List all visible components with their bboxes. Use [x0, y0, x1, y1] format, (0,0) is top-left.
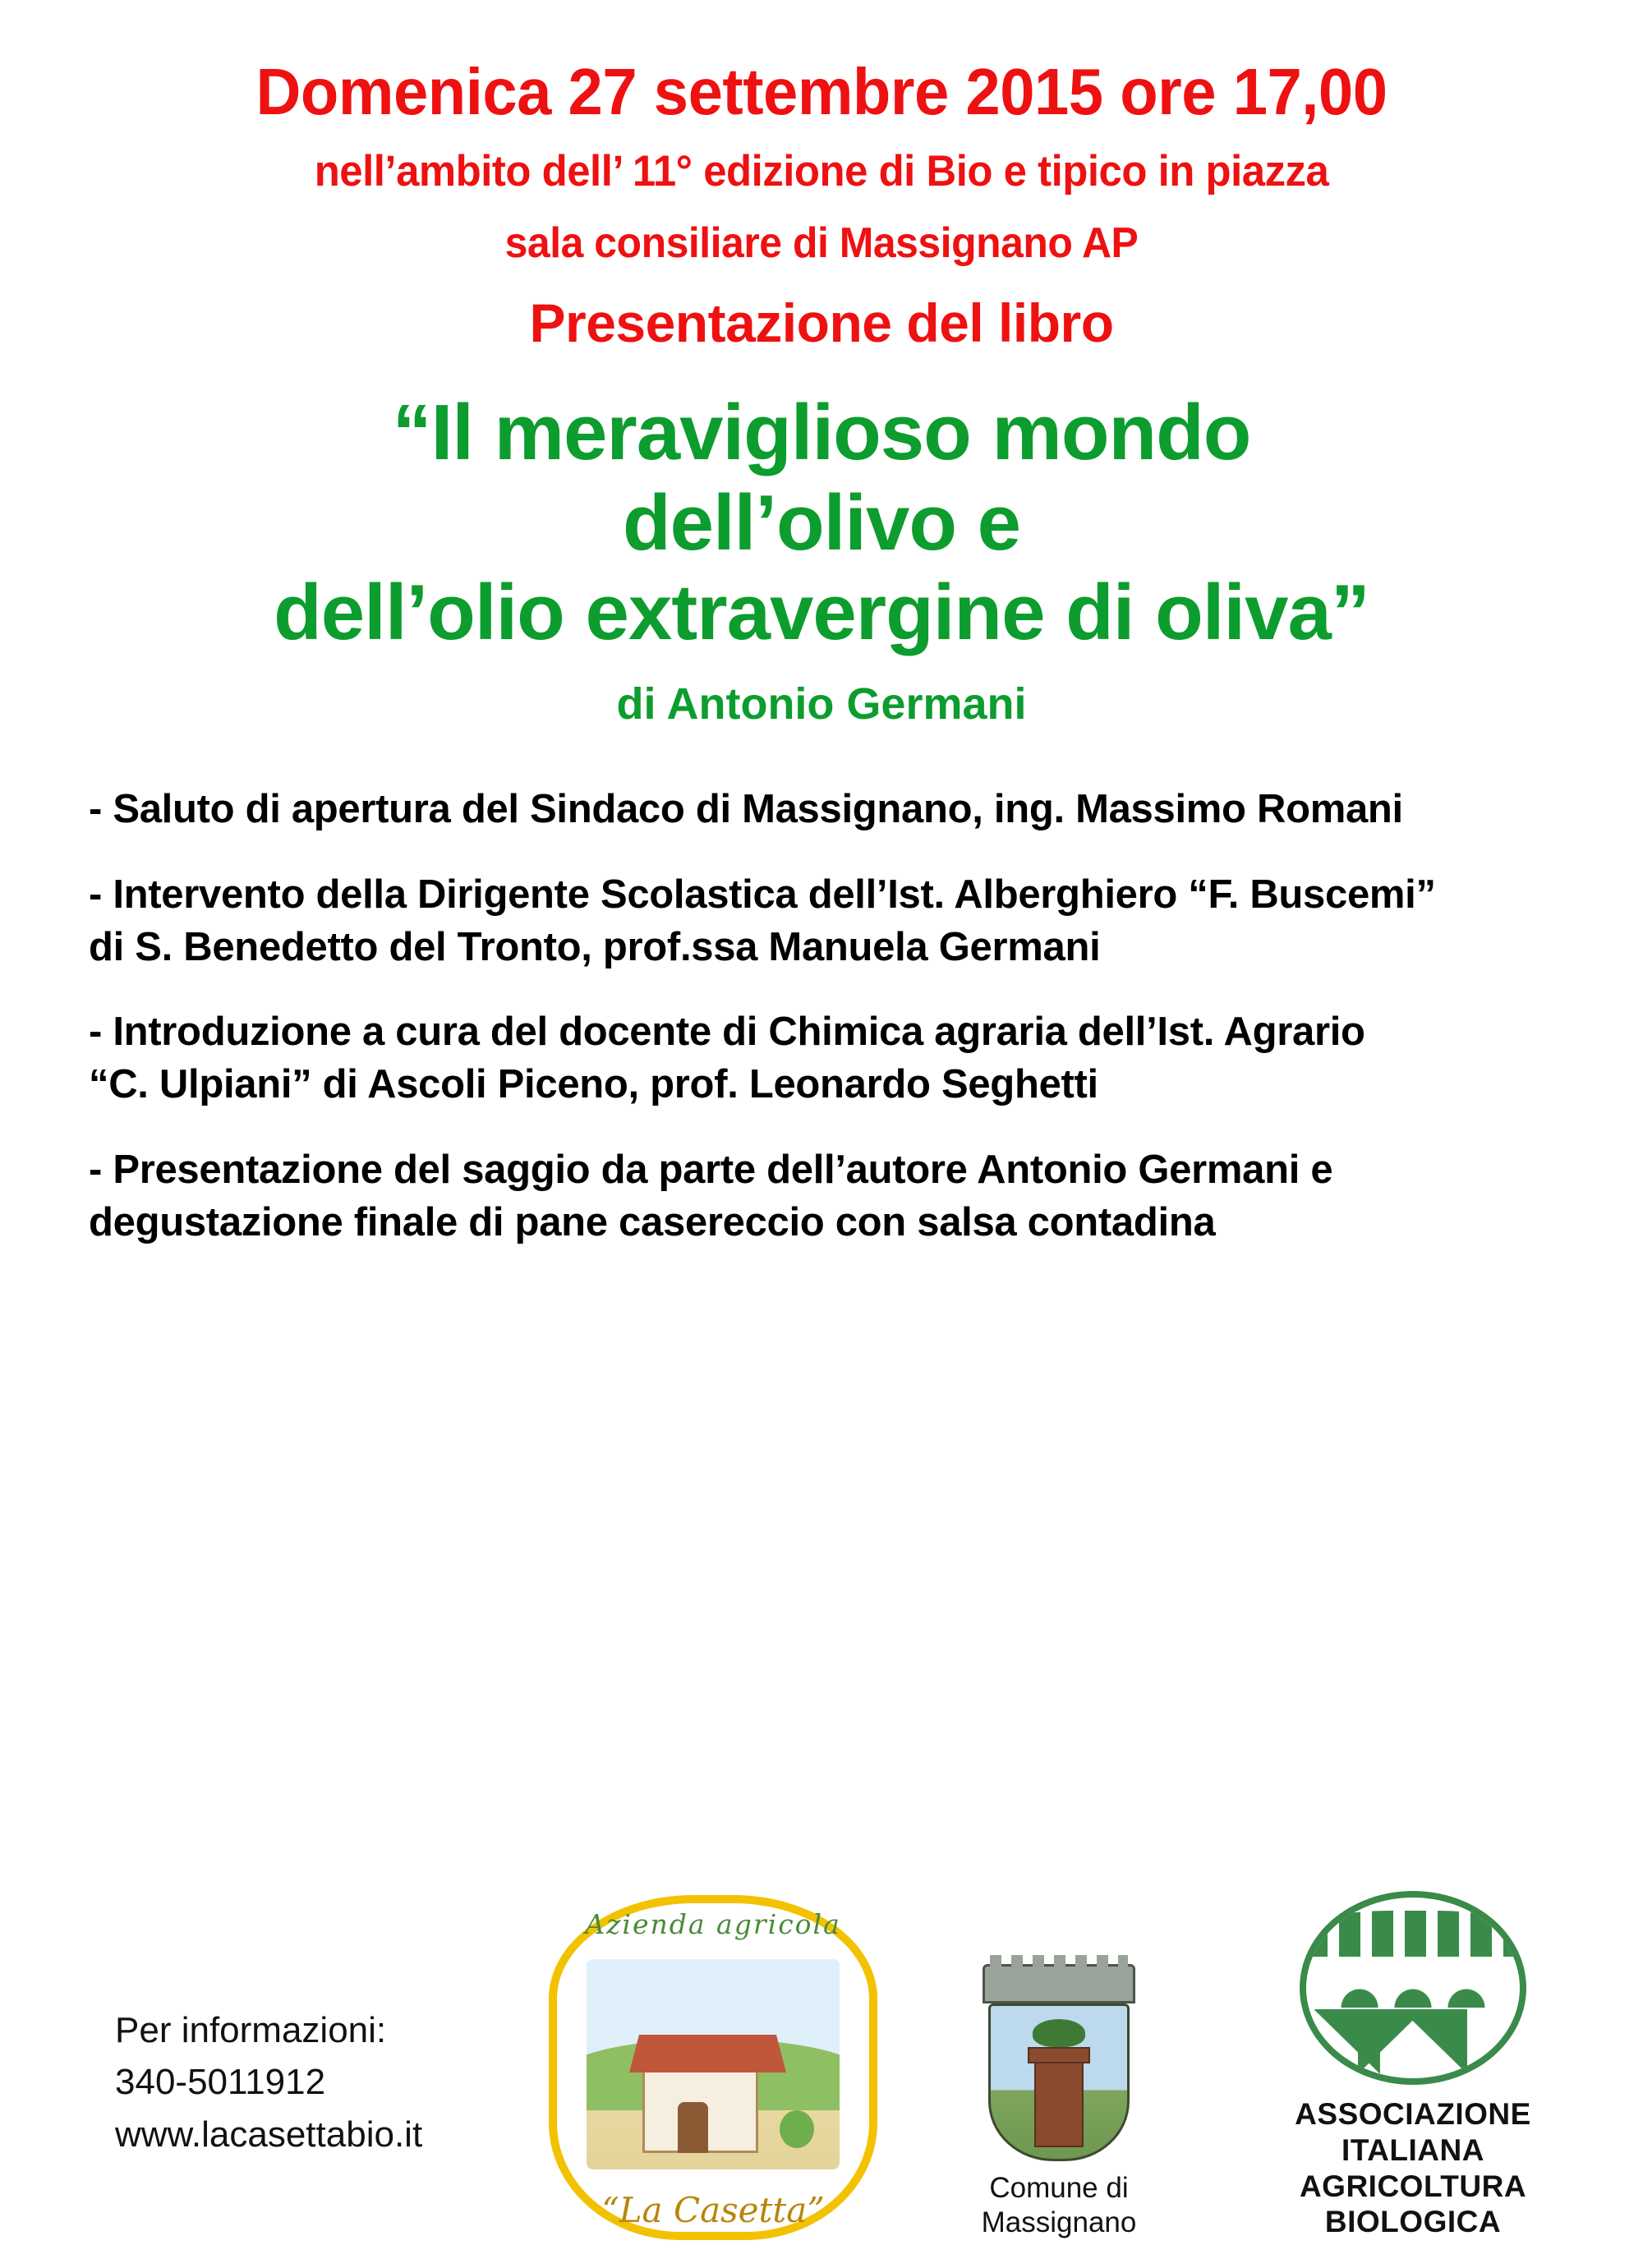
palm-tree-icon [1033, 2019, 1085, 2047]
coat-of-arms-icon [981, 1964, 1137, 2161]
contact-label: Per informazioni: [115, 2009, 387, 2050]
triangles-shape [1314, 2009, 1512, 2073]
book-title-line-1: “Il meraviglioso mondo [392, 389, 1251, 477]
program-item-line-2: degustazione finale di pane casereccio con salsa contadina [89, 1199, 1216, 1244]
book-author: di Antonio Germani [616, 679, 1027, 729]
aiab-caption-line-2: AGRICOLTURA BIOLOGICA [1299, 2169, 1527, 2239]
book-title-line-3: dell’olio extravergine di oliva” [274, 568, 1369, 656]
event-kind: Presentazione del libro [529, 292, 1114, 354]
book-title [49, 388, 1594, 657]
comune-caption-line-1: Comune di [989, 2172, 1129, 2204]
program-item [89, 784, 1559, 836]
program-list [49, 784, 1594, 1249]
program-item [89, 1144, 1559, 1249]
poster-footer [0, 1870, 1643, 2240]
comune-di-massignano-logo [956, 1964, 1162, 2240]
event-venue: sala consiliare di Massignano AP [504, 219, 1139, 268]
program-item-line-2: di S. Benedetto del Tronto, prof.ssa Manuela Germani [89, 924, 1101, 969]
event-context: nell’ambito dell’ 11° edizione di Bio e tipico in piazza [314, 147, 1329, 196]
aiab-emblem-icon [1300, 1891, 1526, 2085]
program-item-line-1: - Saluto di apertura del Sindaco di Massignano, ing. Massimo Romani [89, 787, 1403, 832]
contact-website[interactable]: www.lacasettabio.it [115, 2114, 423, 2155]
field-band-shape [1306, 1911, 1520, 1957]
crown-icon [983, 1964, 1135, 2003]
casetta-top-label: Azienda agricola [585, 1908, 841, 1940]
program-item-line-1: - Intervento della Dirigente Scolastica dell’Ist. Alberghiero “F. Buscemi” [89, 872, 1436, 918]
tree-icon [780, 2110, 814, 2148]
tower-icon [1034, 2059, 1084, 2147]
contact-phone: 340-5011912 [115, 2062, 326, 2103]
event-date-time: Domenica 27 settembre 2015 ore 17,00 [255, 55, 1388, 128]
program-item-line-1: - Introduzione a cura del docente di Chimica agraria dell’Ist. Agrario [89, 1010, 1365, 1055]
azienda-agricola-la-casetta-logo [549, 1895, 877, 2240]
door-shape [678, 2102, 708, 2152]
comune-caption-line-2: Massignano [981, 2206, 1137, 2238]
program-item-line-2: “C. Ulpiani” di Ascoli Piceno, prof. Leonardo Seghetti [89, 1062, 1098, 1107]
program-item-line-1: - Presentazione del saggio da parte dell’autore Antonio Germani e [89, 1147, 1333, 1192]
comune-caption [956, 2171, 1162, 2240]
aiab-caption-line-1: ASSOCIAZIONE ITALIANA [1295, 2097, 1531, 2168]
farmhouse-illustration-icon [587, 1959, 840, 2169]
program-item [89, 1006, 1559, 1111]
aiab-logo [1240, 1891, 1585, 2240]
program-item [89, 869, 1559, 973]
roof-shape [629, 2035, 785, 2072]
aiab-caption [1240, 2096, 1585, 2240]
casetta-bottom-label: “La Casetta” [601, 2190, 825, 2230]
arches-shape [1318, 1965, 1508, 2008]
logo-row [541, 1891, 1585, 2240]
book-title-line-2: dell’olivo e [622, 478, 1021, 567]
contact-info [115, 2004, 541, 2161]
shield-icon [988, 2003, 1130, 2161]
poster-header [49, 55, 1594, 354]
